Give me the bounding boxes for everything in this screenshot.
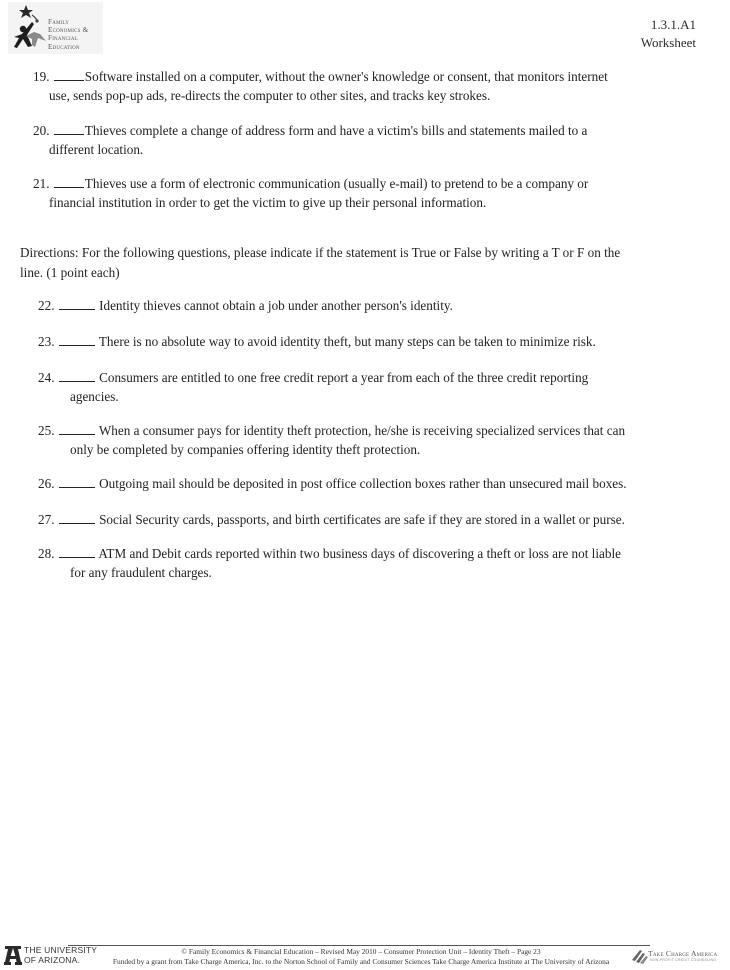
question-number: 26. [38,476,55,491]
question-text-cont: only be completed by companies offering identity theft protection. [70,442,421,457]
sponsor-tagline: NON-PROFIT CREDIT COUNSELING [650,958,717,962]
question-26 [38,474,627,493]
directions-line-2: line. (1 point each) [20,265,120,280]
question-21 [33,174,588,212]
footer-copyright: © Family Economics & Financial Education – Revised May 2010 – Consumer Protection Unit – Identity Theft – Page 23 [181,947,541,956]
question-number: 20. [33,123,50,138]
answer-blank[interactable] [59,423,95,435]
directions [20,243,700,283]
university-line-1: THE UNIVERSITY [24,945,98,955]
question-text: Thieves use a form of electronic communication (usually e-mail) to pretend to be a company or [84,176,589,191]
logo-line-2: Economics & [48,26,89,35]
question-20 [33,121,587,159]
question-text-cont: financial institution in order to get the victim to give up their personal information. [49,195,487,210]
question-27 [38,510,625,529]
question-24 [38,368,588,406]
question-number: 25. [38,423,55,438]
take-charge-america-logo [631,946,727,968]
question-text: Outgoing mail should be deposited in post office collection boxes rather than unsecured mail boxes. [99,476,627,491]
question-28 [38,544,621,582]
answer-blank[interactable] [59,334,95,346]
sponsor-name: Take Charge America [648,949,718,958]
doc-code: 1.3.1.A1 [650,17,696,32]
footer-text [96,947,626,967]
question-text: ATM and Debit cards reported within two business days of discovering a theft or loss are not liable [98,546,621,561]
answer-blank[interactable] [59,512,95,524]
document-id [641,16,696,52]
question-text: Consumers are entitled to one free credit report a year from each of the three credit reporting [99,370,589,385]
doc-type: Worksheet [640,35,696,50]
question-text: Software installed on a computer, without the owner's knowledge or consent, that monitors internet [84,69,608,84]
answer-blank[interactable] [54,176,84,188]
answer-blank[interactable] [54,123,84,135]
question-number: 19. [33,69,50,84]
fefe-logo [8,2,103,54]
university-of-arizona-a-icon [4,944,22,966]
answer-blank[interactable] [59,298,95,310]
answer-blank[interactable] [59,370,95,382]
question-text: When a consumer pays for identity theft protection, he/she is receiving specialized services that can [98,423,626,438]
star-figure-logo-icon [10,3,50,55]
answer-blank[interactable] [59,476,95,488]
question-22 [38,296,453,315]
question-number: 23. [38,334,55,349]
question-number: 27. [38,512,55,527]
question-23 [38,332,596,351]
question-19 [33,67,608,105]
question-number: 22. [38,298,55,313]
question-number: 21. [33,176,50,191]
logo-line-3: Financial [48,34,78,43]
university-of-arizona-logo [4,944,98,968]
question-text: Social Security cards, passports, and birth certificates are safe if they are stored in a wallet or purse. [99,512,625,527]
question-25 [38,421,625,459]
university-line-2: OF ARIZONA. [24,954,81,965]
question-text: Thieves complete a change of address form and have a victim's bills and statements mailed to a [84,123,588,138]
question-text: Identity thieves cannot obtain a job under another person's identity. [99,298,453,313]
footer-divider [68,945,650,946]
answer-blank[interactable] [54,69,84,81]
question-text-cont: use, sends pop-up ads, re-directs the computer to other sites, and tracks key strokes. [49,88,491,103]
university-name [24,946,97,965]
question-text-cont: for any fraudulent charges. [70,565,212,580]
footer-funding: Funded by a grant from Take Charge America, Inc. to the Norton School of Family and Consumer Sciences Take Charge America Institute at The University of Arizona [112,957,610,966]
logo-line-4: Education [48,42,80,51]
logo-line-1: Family [48,18,70,26]
question-text-cont: agencies. [70,389,119,404]
answer-blank[interactable] [59,546,95,558]
directions-line-1: Directions: For the following questions, please indicate if the statement is True or False by writing a T or F on the [20,245,621,260]
question-text-cont: different location. [49,142,144,157]
question-number: 28. [38,546,55,561]
fefe-logo-text [48,18,88,51]
question-number: 24. [38,370,55,385]
question-text: There is no absolute way to avoid identity theft, but many steps can be taken to minimize risk. [98,334,596,349]
take-charge-america-icon [631,947,649,965]
